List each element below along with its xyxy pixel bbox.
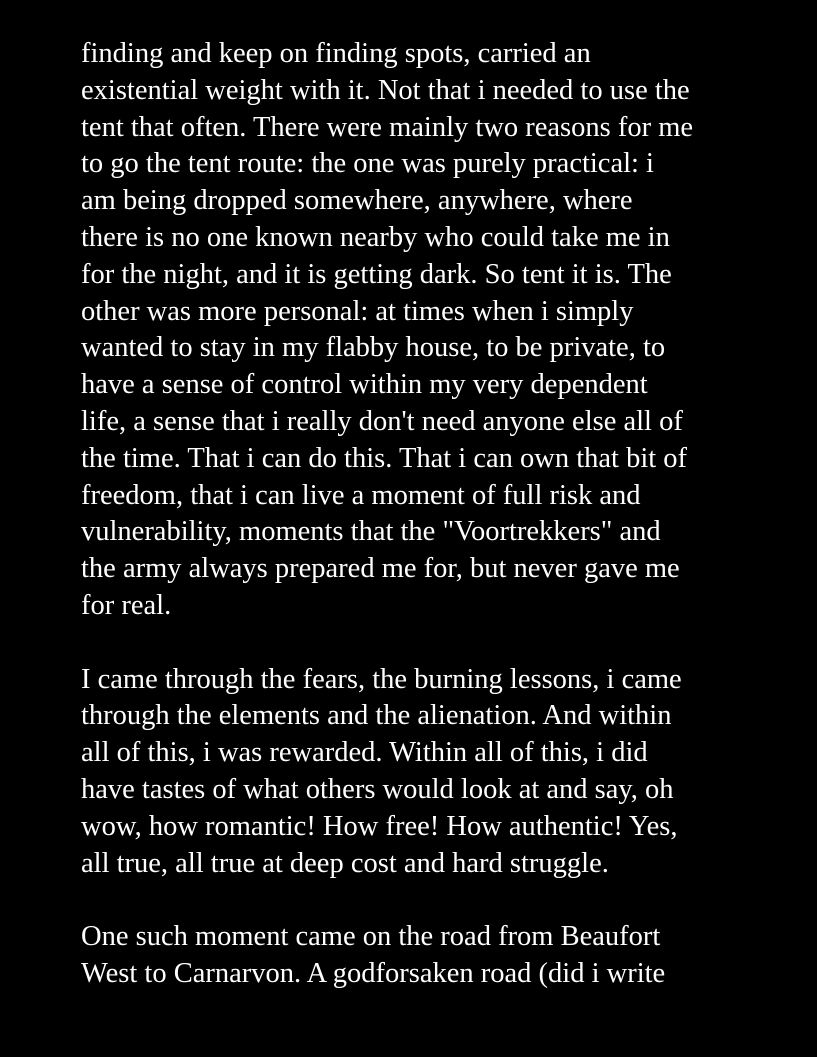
text-line: the army always prepared me for, but never gave me	[81, 553, 680, 585]
document-page	[81, 36, 781, 993]
paragraph-2	[81, 662, 781, 883]
text-line: am being dropped somewhere, anywhere, where	[81, 185, 633, 217]
text-line: I came through the fears, the burning lessons, i came	[81, 663, 682, 695]
paragraph-3	[81, 919, 781, 993]
text-line: for real.	[81, 589, 172, 621]
text-line: to go the tent route: the one was purely practical: i	[81, 148, 654, 180]
text-line: freedom, that i can live a moment of full risk and	[81, 479, 641, 511]
text-line: vulnerability, moments that the "Voortrekkers" and	[81, 516, 661, 548]
text-line: all of this, i was rewarded. Within all of this, i did	[81, 737, 648, 769]
text-line: West to Carnarvon. A godforsaken road (did i write	[81, 957, 666, 989]
text-line: have a sense of control within my very dependent	[81, 369, 648, 401]
text-line: life, a sense that i really don't need anyone else all of	[81, 405, 683, 437]
text-line: tent that often. There were mainly two reasons for me	[81, 111, 694, 143]
paragraph-1	[81, 36, 781, 625]
text-line: wow, how romantic! How free! How authentic! Yes,	[81, 810, 678, 842]
text-line: wanted to stay in my flabby house, to be private, to	[81, 332, 666, 364]
text-line: finding and keep on finding spots, carried an	[81, 38, 591, 69]
text-line: the time. That i can do this. That i can own that bit of	[81, 442, 688, 474]
text-line: existential weight with it. Not that i needed to use the	[81, 74, 690, 106]
text-line: One such moment came on the road from Beaufort	[81, 921, 661, 953]
text-line: for the night, and it is getting dark. So tent it is. The	[81, 258, 672, 290]
text-line: there is no one known nearby who could take me in	[81, 221, 670, 253]
text-line: other was more personal: at times when i simply	[81, 295, 634, 327]
text-line: all true, all true at deep cost and hard struggle.	[81, 847, 609, 879]
text-line: through the elements and the alienation. And within	[81, 700, 672, 732]
text-line: have tastes of what others would look at and say, oh	[81, 773, 674, 805]
